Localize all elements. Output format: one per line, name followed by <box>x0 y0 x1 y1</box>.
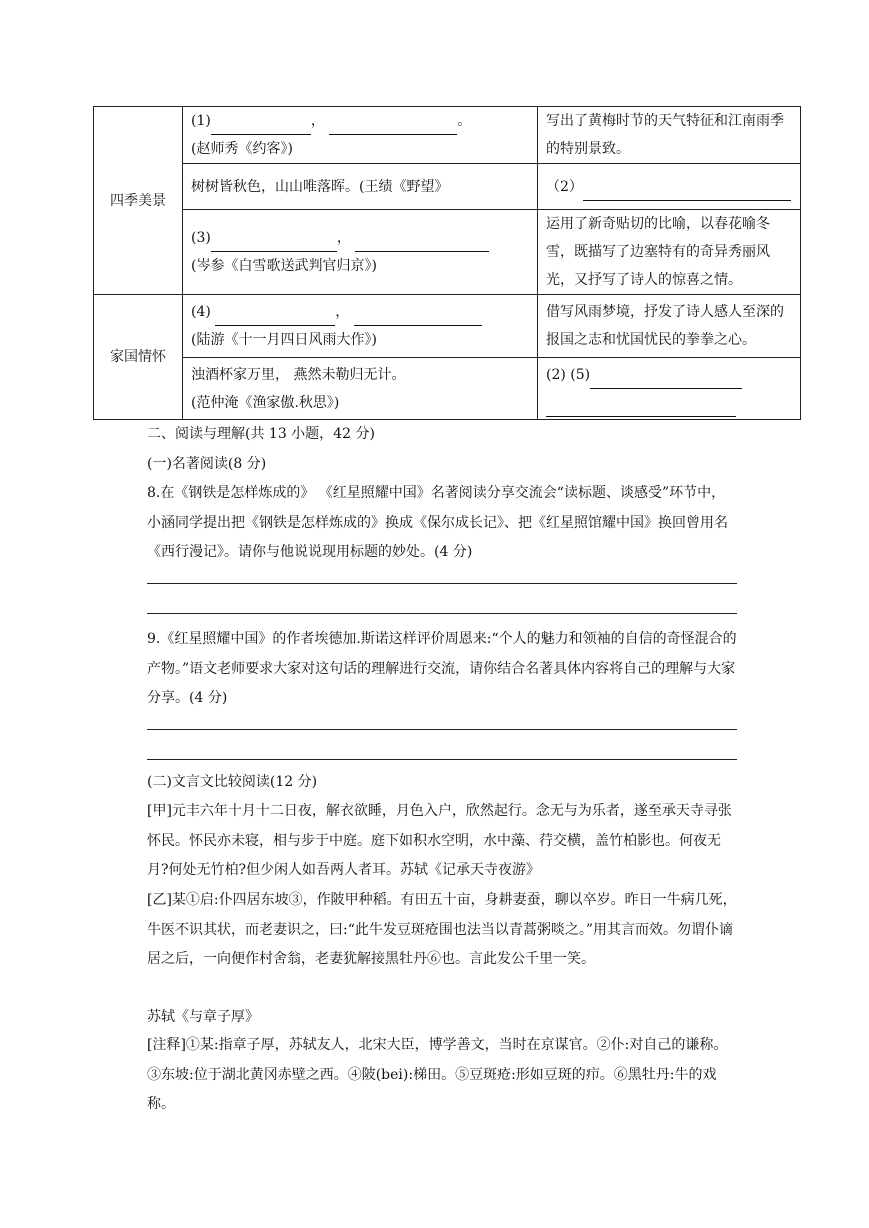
answer-blank[interactable] <box>546 400 736 417</box>
analysis-cell: （2） <box>538 164 801 210</box>
question-9: 9.《红星照耀中国》的作者埃德加.斯诺这样评价周恩来:“个人的魅力和领袖的自信的奇怪混合的产物。”语文老师要求大家对这句话的理解进行交流，请你结合名著具体内容将自己的理解与大家分享。(4 分) <box>147 631 737 706</box>
poem-cell: 树树皆秋色，山山唯落晖。(王绩《野望》 <box>183 164 538 210</box>
category-cell: 家国情怀 <box>94 295 183 420</box>
analysis-cell: 写出了黄梅时节的天气特征和江南雨季的特别景致。 <box>538 107 801 164</box>
section-2-heading: 二、阅读与理解(共 13 小题，42 分) <box>147 426 375 442</box>
poem-source: (赵师秀《约客》) <box>191 141 293 157</box>
annotations: [注释]①某:指章子厚，苏轼友人，北宋大臣，博学善文，当时在京谋官。②仆:对自己的谦称。③东坡:位于湖北黄冈赤壁之西。④陂(bei):梯田。⑤豆斑疮:形如豆斑的疖。⑥黑牡丹:牛的戏称。 <box>147 1037 728 1112</box>
poem-source: (范仲淹《渔家傲.秋思》) <box>191 394 340 411</box>
subsection-2-heading: (二)文言文比较阅读(12 分) <box>147 774 318 790</box>
answer-line[interactable] <box>147 613 737 614</box>
category-cell: 四季美景 <box>94 107 183 295</box>
answer-line[interactable] <box>147 729 737 730</box>
answer-line[interactable] <box>147 759 737 760</box>
subsection-1-heading: (一)名著阅读(8 分) <box>147 456 267 472</box>
table-row <box>94 295 801 358</box>
poem-cell: (1) ， 。 (赵师秀《约客》) <box>183 107 538 164</box>
poem-cell: (3) ， (岑参《白雪歌送武判官归京》) <box>183 210 538 295</box>
passage-yi: [乙]某①启:仆四居东坡③，作陂甲种稻。有田五十亩，身耕妻蚕，聊以卒岁。昨日一牛病几死，牛医不识其状，而老妻识之，曰:“此牛发豆斑疮围也法当以青蒿粥啖之。”用其言而效。勿谓仆谪居之后，一向便作村舍翁，老妻犹解接黑牡丹⑥也。言此发公千里一笑。 <box>147 892 737 967</box>
poem-cell: (4) ， (陆游《十一月四日风雨大作》) <box>183 295 538 358</box>
poem-source: (陆游《十一月四日风雨大作》) <box>191 332 377 348</box>
answer-blank[interactable] <box>215 309 335 326</box>
passage-yi-source: 苏轼《与章子厚》 <box>147 1009 259 1025</box>
answer-blank[interactable] <box>329 118 457 135</box>
answer-blank[interactable] <box>354 309 482 326</box>
analysis-cell: (2) (5) <box>538 358 801 420</box>
table-row <box>94 164 801 210</box>
answer-line[interactable] <box>147 583 737 584</box>
table-row <box>94 210 801 295</box>
poem-cell: 浊酒杯家万里， 燕然未勒归无计。 (范仲淹《渔家傲.秋思》) <box>183 358 538 420</box>
analysis-cell: 借写风雨梦境，抒发了诗人感人至深的报国之志和忧国忧民的拳拳之心。 <box>538 295 801 358</box>
answer-blank[interactable] <box>583 184 791 201</box>
question-8: 8.在《钢铁是怎样炼成的》 《红星照耀中国》名著阅读分享交流会“读标题、谈感受”环节中，小涵同学提出把《钢铁是怎样炼成的》换成《保尔成长记》、把《红星照馆耀中国》换回曾用名《西行漫记》。请你与他说说现用标题的妙处。(4 分) <box>147 485 728 560</box>
answer-blank[interactable] <box>355 235 489 252</box>
passage-jia: [甲]元丰六年十月十二日夜，解衣欲睡，月色入户，欣然起行。念无与为乐者，遂至承天寺寻张怀民。怀民亦未寝，相与步于中庭。庭下如积水空明，水中藻、荇交横，盖竹柏影也。何夜无月?何处无竹柏?但少闲人如吾两人者耳。苏轼《记承天寺夜游》 <box>147 803 732 878</box>
poem-table <box>93 106 801 420</box>
answer-blank[interactable] <box>590 372 742 389</box>
poem-source: (岑参《白雪歌送武判官归京》) <box>191 258 377 274</box>
analysis-cell: 运用了新奇贴切的比喻，以春花喻冬雪，既描写了边塞特有的奇异秀丽风光，又抒写了诗人的惊喜之情。 <box>538 210 801 295</box>
table-row <box>94 358 801 420</box>
table-row <box>94 107 801 164</box>
answer-blank[interactable] <box>211 118 311 135</box>
answer-blank[interactable] <box>211 235 337 252</box>
